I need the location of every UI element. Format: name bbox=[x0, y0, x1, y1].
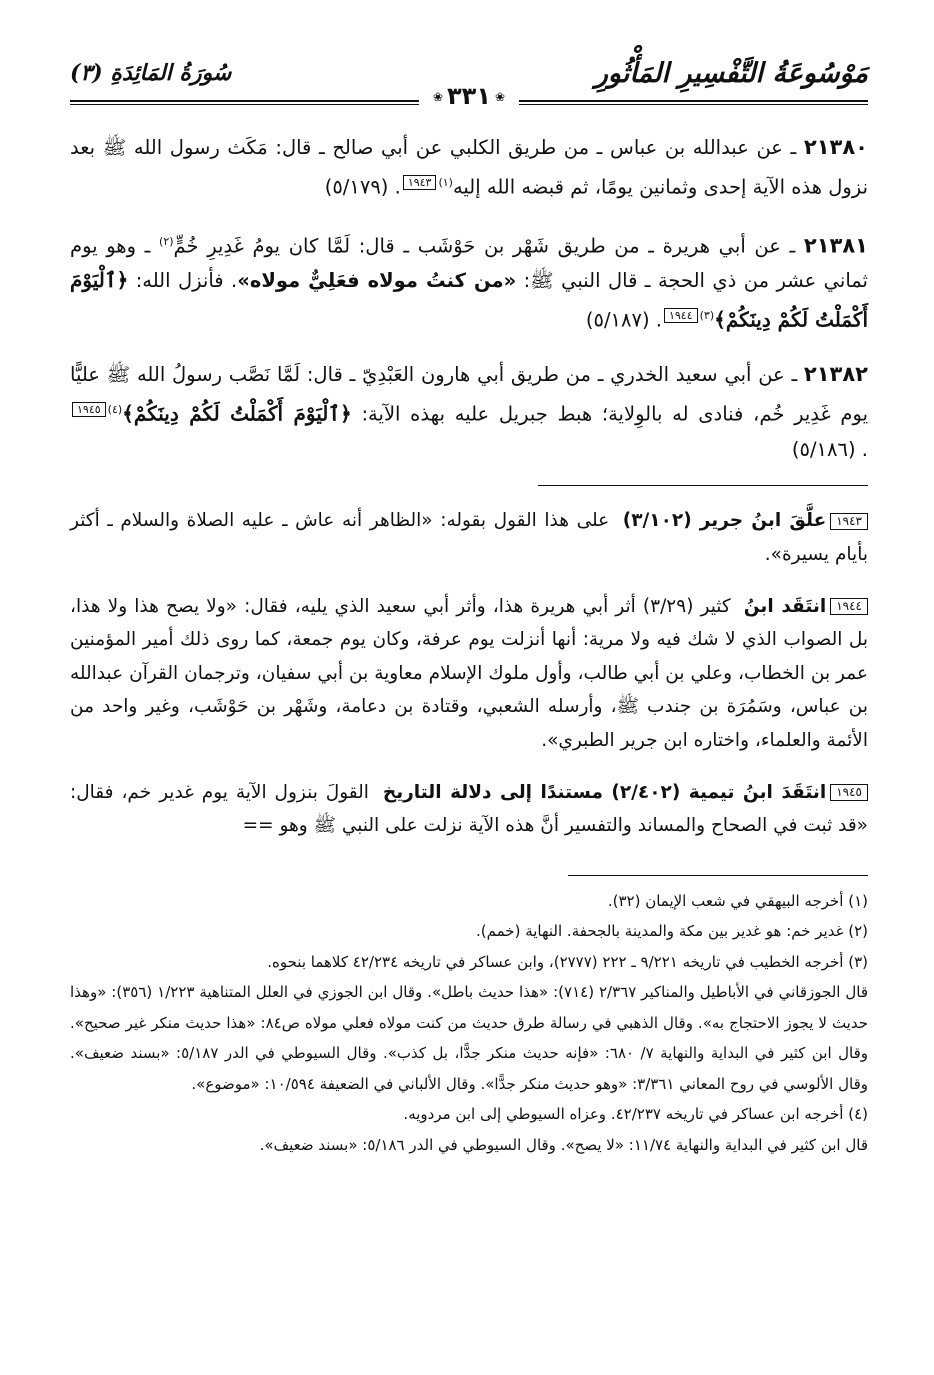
note-number-box: ١٩٤٤ bbox=[830, 598, 868, 615]
source-ref: . (٥/١٨٦) bbox=[791, 437, 868, 461]
narration-text: . فأنزل الله: bbox=[128, 269, 238, 292]
page-number: ٣٣١ bbox=[447, 82, 491, 110]
narration-number: ٢١٣٨١ bbox=[803, 233, 868, 257]
narration-number: ٢١٣٨٢ bbox=[803, 362, 868, 386]
surah-title: سُورَةُ المَائِدَةِ (٣) bbox=[70, 60, 232, 86]
book-title: مَوْسُوعَةُ التَّفْسِيرِ المَأْثُورِ bbox=[594, 58, 868, 89]
source-ref: . (٥/١٧٩) bbox=[324, 175, 401, 198]
note-ref-box[interactable]: ١٩٤٣ bbox=[403, 175, 437, 190]
note-ref-box[interactable]: ١٩٤٥ bbox=[72, 402, 106, 417]
narration-text: ـ عن عبدالله بن عباس ـ من طريق الكلبي عن أبي صالح ـ قال: مَكَث رسول الله ﷺ بعد نزول هذه الآية إحدى وثمانين يومًا، ثم قبضه الله إليه bbox=[70, 135, 868, 198]
narration-text: ـ عن أبي سعيد الخدري ـ من طريق أبي هارون العَبْدِيّ ـ قال: لَمَّا نَصَّب رسولُ الله ﷺ عليًّا يوم غَدِير خُم، فنادى له بالوِلاية؛ هبط جبريل عليه بهذه الآية: bbox=[70, 363, 868, 426]
note-text: القولَ بنزول الآية يوم غدير خم، فقال: «قد ثبت في الصحاح والمساند والتفسير أنَّ هذه الآية نزلت على النبي ﷺ وهو == bbox=[70, 781, 868, 836]
note-number-box: ١٩٤٥ bbox=[830, 784, 868, 801]
footnote-4: (٤) أخرجه ابن عساكر في تاريخه ٤٢/٢٣٧. وعزاه السيوطي إلى ابن مردويه. bbox=[403, 1105, 868, 1123]
footnote-ref[interactable]: (٤) bbox=[107, 403, 123, 416]
page-header bbox=[70, 48, 868, 110]
footnote-ref[interactable]: (٢) bbox=[159, 234, 174, 248]
note-text: على هذا القول بقوله: «الظاهر أنه عاش ـ عليه الصلاة والسلام ـ أكثر بأيام يسيرة». bbox=[70, 510, 868, 565]
footnote-ref[interactable]: (١) bbox=[438, 175, 453, 189]
page-number-wrap bbox=[419, 82, 519, 110]
editorial-notes bbox=[70, 504, 868, 843]
notes-separator bbox=[538, 485, 868, 486]
footnote-2: (٢) غدير خم: هو غدير بين مكة والمدينة بالجحفة. النهاية (خمم). bbox=[476, 922, 868, 940]
footnotes bbox=[70, 886, 868, 1161]
note-1945 bbox=[70, 776, 868, 843]
narration-21382 bbox=[70, 357, 868, 467]
note-number-box: ١٩٤٣ bbox=[830, 513, 868, 530]
note-lead: علَّقَ ابنُ جرير (٣/١٠٢) bbox=[622, 510, 827, 531]
note-ref-box[interactable]: ١٩٤٤ bbox=[664, 308, 698, 323]
quran-verse: ﴿ٱلْيَوْمَ أَكْمَلْتُ لَكُمْ دِينَكُمْ﴾ bbox=[122, 401, 352, 426]
footnote-4-commentary: قال ابن كثير في البداية والنهاية ١١/٧٤: «لا يصح». وقال السيوطي في الدر ٥/١٨٦: «بسند ضعيف». bbox=[259, 1135, 868, 1154]
note-1944 bbox=[70, 590, 868, 758]
narration-text: ـ وهو يوم ثماني عشر من ذي الحجة ـ قال النبي ﷺ: bbox=[70, 234, 868, 292]
narrations bbox=[70, 130, 868, 467]
footnote-ref[interactable]: (٣) bbox=[699, 309, 715, 322]
narration-number: ٢١٣٨٠ bbox=[803, 134, 868, 159]
footnotes-separator bbox=[568, 875, 868, 876]
quran-verse: ﴿ٱلْيَوْمَ أَكْمَلْتُ لَكُمْ دِينَكُمْ﴾ bbox=[70, 268, 868, 332]
note-lead: انتَقَدَ ابنُ تيمية (٢/٤٠٢) مستندًا إلى دلالة التاريخ bbox=[382, 781, 827, 803]
ornament-icon: ❀ bbox=[432, 90, 444, 104]
narration-21381 bbox=[70, 224, 868, 338]
page bbox=[70, 48, 868, 1160]
footnote-3-commentary: قال الجوزقاني في الأباطيل والمناكير ٢/٣٦٧ (٧١٤): «هذا حديث باطل». وقال ابن الجوزي في العلل المتناهية ١/٢٢٣ (٣٥٦): «وهذا حديث لا يجوز الاحتجاج به». وقال الذهبي في رسالة طرق حديث من كنت مولاه فعلي مولاه ص٨٤: «هذا حديث منكر غير صحيح». وقال ابن كثير في البداية والنهاية ٧/ ٦٨٠: «فإنه حديث منكر جدًّا، بل كذب». وقال السيوطي في الدر ٥/١٨٧: «بسند ضعيف». وقال الألوسي في روح المعاني ٣/٣٦١: «وهو حديث منكر جدًّا». وقال الألباني في الضعيفة ١٠/٥٩٤: «موضوع». bbox=[70, 983, 869, 1093]
ornament-icon: ❀ bbox=[494, 90, 506, 104]
narration-21380 bbox=[70, 130, 868, 205]
note-1943 bbox=[70, 504, 868, 571]
source-ref: . (٥/١٨٧) bbox=[585, 308, 662, 332]
footnote-1: (١) أخرجه البيهقي في شعب الإيمان (٣٢). bbox=[607, 891, 868, 910]
narration-text: ـ عن أبي هريرة ـ من طريق شَهْر بن حَوْشَب ـ قال: لَمَّا كان يومُ غَدِيرِ خُمٍّ bbox=[173, 234, 804, 257]
footnote-3: (٣) أخرجه الخطيب في تاريخه ٩/٢٢١ ـ ٢٢٢ (٢٧٧٧)، وابن عساكر في تاريخه ٤٢/٢٣٤ كلاهما بنحوه. bbox=[267, 952, 868, 971]
note-lead: انتَقَد ابنُ bbox=[743, 595, 827, 617]
hadith-quote: «من كنتُ مولاه فعَلِيٌّ مولاه» bbox=[237, 269, 517, 292]
note-text: كثير (٣/٢٩) أثر أبي هريرة هذا، وأثر أبي سعيد الذي يليه، فقال: «ولا يصح هذا ولا هذا، بل الصواب الذي لا شك فيه ولا مرية: أنها أنزلت يوم عرفة، وكان يوم جمعة، كما روى ذلك أمير المؤمنين عمر بن الخطاب، وعلي بن أبي طالب، وأول ملوك الإسلام معاوية بن أبي سفيان، وترجمان القرآن عبدالله بن عباس، وسَمُرَة بن جندب ﷺ، وأرسله الشعبي، وقتادة بن دعامة، وشَهْر بن حَوْشَب، وغير واحد من الأئمة والعلماء، واختاره ابن جرير الطبري». bbox=[70, 595, 868, 751]
